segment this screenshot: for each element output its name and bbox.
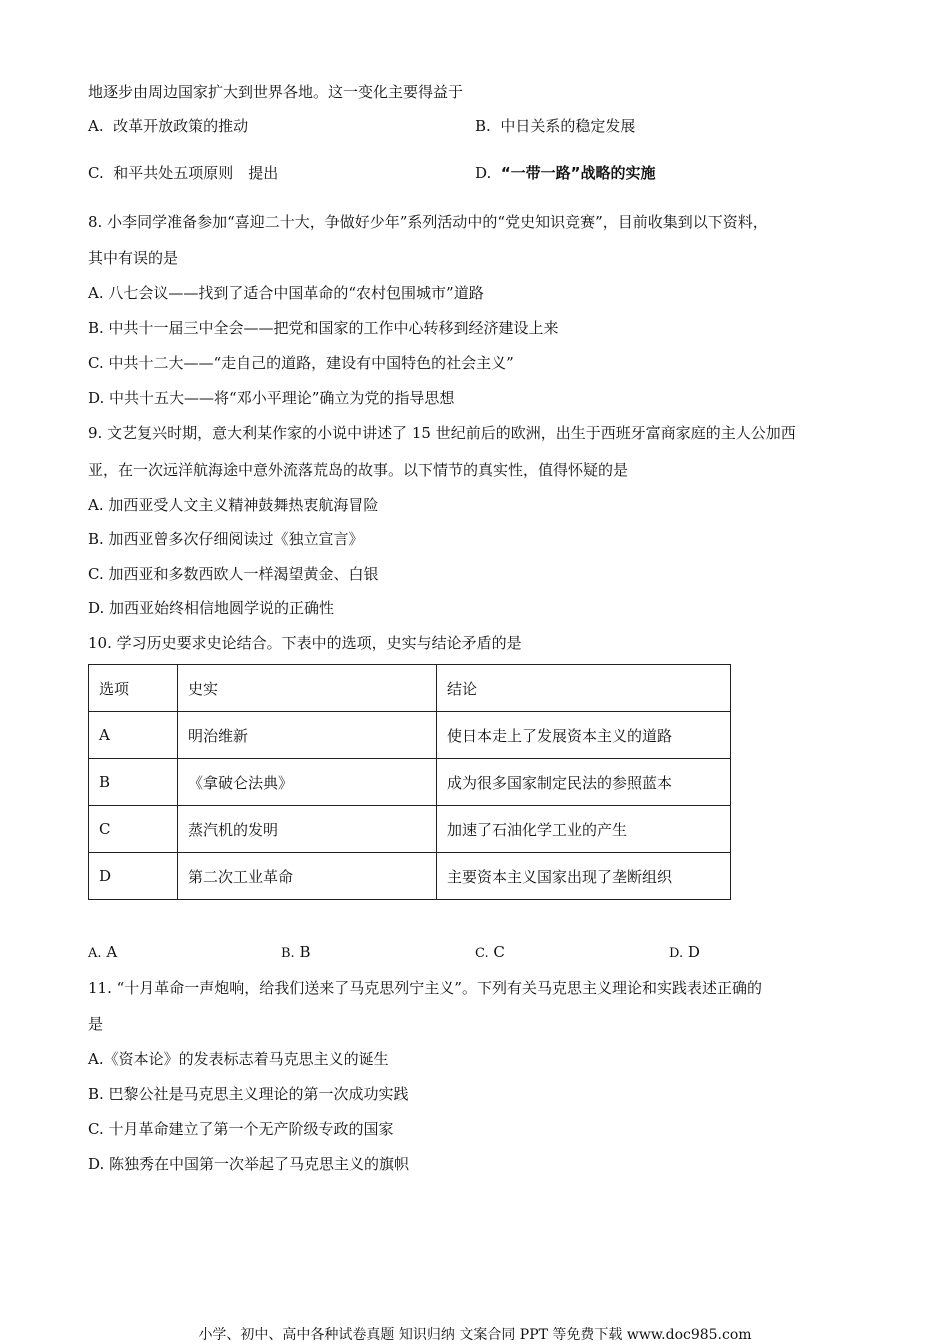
q8-option-c: C. 中共十二大——“走自己的道路，建设有中国特色的社会主义” (88, 354, 514, 372)
q7-option-b-text: 中日关系的稳定发展 (500, 117, 636, 135)
q7-option-a-letter: A. (88, 117, 104, 135)
q8-option-d: D. 中共十五大——将“邓小平理论”确立为党的指导思想 (88, 389, 455, 407)
q7-option-c (88, 163, 278, 183)
q10-option-c-letter: C. (475, 946, 489, 961)
table-cell: 使日本走上了发展资本主义的道路 (437, 712, 731, 759)
q7-option-a-text: 改革开放政策的推动 (113, 117, 249, 135)
q8-stem-line1: 8. 小李同学准备参加“喜迎二十大，争做好少年”系列活动中的“党史知识竞赛”，目前收集到以下资料， (88, 213, 768, 231)
q11-option-d: D. 陈独秀在中国第一次举起了马克思主义的旗帜 (88, 1155, 410, 1173)
q10-option-d-letter: D. (669, 946, 684, 961)
page-footer: 小学、初中、高中各种试卷真题 知识归纳 文案合同 PPT 等免费下载 www.doc985.com (198, 1327, 752, 1343)
q11-option-c: C. 十月革命建立了第一个无产阶级专政的国家 (88, 1120, 394, 1138)
history-table (88, 664, 731, 900)
q7-option-d-text: “一带一路”战略的实施 (500, 164, 656, 182)
q9-option-a: A. 加西亚受人文主义精神鼓舞热衷航海冒险 (88, 496, 379, 514)
table-header-cell: 结论 (437, 665, 731, 712)
table-row (89, 806, 731, 853)
q10-option-b-letter: B. (281, 946, 295, 961)
q9-option-c: C. 加西亚和多数西欧人一样渴望黄金、白银 (88, 565, 379, 583)
q7-option-a (88, 116, 248, 136)
q11-option-b: B. 巴黎公社是马克思主义理论的第一次成功实践 (88, 1085, 409, 1103)
q10-option-b-text: B (299, 943, 311, 961)
q10-option-d-text: D (687, 943, 700, 961)
q10-option-b (281, 942, 311, 964)
q9-option-b: B. 加西亚曾多次仔细阅读过《独立宣言》 (88, 530, 364, 548)
table-cell: 加速了石油化学工业的产生 (437, 806, 731, 853)
q7-option-d (475, 163, 656, 183)
q7-option-c-letter: C. (88, 164, 104, 182)
table-header-cell: 史实 (178, 665, 437, 712)
q10-stem: 10. 学习历史要求史论结合。下表中的选项，史实与结论矛盾的是 (88, 634, 522, 652)
q9-stem-line1: 9. 文艺复兴时期，意大利某作家的小说中讲述了 15 世纪前后的欧洲，出生于西班牙富商家庭的主人公加西 (88, 424, 796, 442)
table-header-cell: 选项 (89, 665, 178, 712)
q7-option-b-letter: B. (475, 117, 491, 135)
table-cell: 主要资本主义国家出现了垄断组织 (437, 853, 731, 900)
q11-option-a: A.《资本论》的发表标志着马克思主义的诞生 (88, 1050, 389, 1068)
q8-option-a: A. 八七会议——找到了适合中国革命的“农村包围城市”道路 (88, 284, 484, 302)
q7-option-d-letter: D. (475, 164, 492, 182)
q8-stem-line2: 其中有误的是 (88, 249, 179, 267)
table-cell: 第二次工业革命 (178, 853, 437, 900)
q10-option-d (669, 942, 700, 964)
q10-option-a (88, 942, 117, 964)
table-cell: 明治维新 (178, 712, 437, 759)
q7-option-b (475, 116, 635, 136)
q9-option-d: D. 加西亚始终相信地圆学说的正确性 (88, 599, 335, 617)
table-cell: D (89, 853, 178, 900)
table-row (89, 712, 731, 759)
table-header-row (89, 665, 731, 712)
table-cell: 成为很多国家制定民法的参照蓝本 (437, 759, 731, 806)
table-cell: 《拿破仑法典》 (178, 759, 437, 806)
q11-stem-line2: 是 (88, 1015, 104, 1033)
q10-option-a-letter: A. (88, 946, 102, 961)
q7-option-c-text: 和平共处五项原则 提出 (113, 164, 279, 182)
table-cell: B (89, 759, 178, 806)
table-cell: C (89, 806, 178, 853)
table-cell: 蒸汽机的发明 (178, 806, 437, 853)
q7-continuation: 地逐步由周边国家扩大到世界各地。这一变化主要得益于 (88, 83, 464, 101)
q10-option-c-text: C (493, 943, 505, 961)
q8-option-b: B. 中共十一届三中全会——把党和国家的工作中心转移到经济建设上来 (88, 319, 559, 337)
table-row (89, 759, 731, 806)
q10-option-c (475, 942, 505, 964)
q10-option-a-text: A (106, 943, 118, 961)
q11-stem-line1: 11. “十月革命一声炮响，给我们送来了马克思列宁主义”。下列有关马克思主义理论和实践表述正确的 (88, 979, 762, 997)
table-cell: A (89, 712, 178, 759)
table-row (89, 853, 731, 900)
q9-stem-line2: 亚，在一次远洋航海途中意外流落荒岛的故事。以下情节的真实性，值得怀疑的是 (88, 461, 629, 479)
